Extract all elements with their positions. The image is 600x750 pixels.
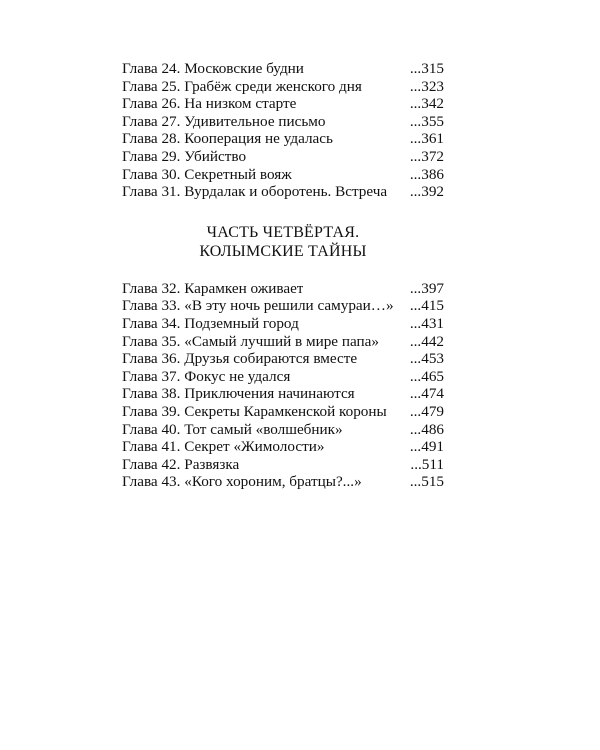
table-of-contents bbox=[122, 60, 444, 491]
page-number: ...453 bbox=[409, 350, 444, 368]
page-number: ...515 bbox=[409, 473, 444, 491]
toc-entry bbox=[122, 403, 444, 421]
toc-entry bbox=[122, 350, 444, 368]
part3-chapter-list bbox=[122, 60, 444, 201]
page-number: ...479 bbox=[409, 402, 444, 420]
chapter-title: Глава 24. Московские будни bbox=[122, 60, 304, 77]
page-number: ...474 bbox=[409, 385, 444, 403]
toc-entry bbox=[122, 368, 444, 386]
part4-heading bbox=[122, 223, 444, 261]
toc-entry bbox=[122, 78, 444, 96]
page-number: ...486 bbox=[409, 420, 444, 438]
page-number: ...323 bbox=[409, 77, 444, 95]
toc-entry bbox=[122, 297, 444, 315]
page-number: ...511 bbox=[410, 455, 444, 473]
page-number: ...397 bbox=[409, 279, 444, 297]
toc-entry bbox=[122, 315, 444, 333]
chapter-title: Глава 40. Тот самый «волшебник» bbox=[122, 420, 343, 438]
toc-entry bbox=[122, 385, 444, 403]
toc-entry bbox=[122, 280, 444, 298]
chapter-title: Глава 26. На низком старте bbox=[122, 95, 297, 113]
chapter-title: Глава 25. Грабёж среди женского дня bbox=[122, 77, 362, 95]
part4-heading-line1: ЧАСТЬ ЧЕТВЁРТАЯ. bbox=[206, 223, 360, 241]
chapter-title: Глава 43. «Кого хороним, братцы?...» bbox=[122, 473, 362, 491]
chapter-title: Глава 28. Кооперация не удалась bbox=[122, 130, 333, 148]
toc-entry bbox=[122, 456, 444, 474]
page-number: ...491 bbox=[409, 438, 444, 456]
toc-entry bbox=[122, 60, 444, 78]
toc-entry bbox=[122, 95, 444, 113]
toc-entry bbox=[122, 148, 444, 166]
chapter-title: Глава 32. Карамкен оживает bbox=[122, 279, 304, 297]
chapter-title: Глава 30. Секретный вояж bbox=[122, 165, 292, 183]
page-number: ...431 bbox=[409, 314, 444, 332]
chapter-title: Глава 36. Друзья собираются вместе bbox=[122, 350, 358, 368]
chapter-title: Глава 34. Подземный город bbox=[122, 314, 299, 332]
chapter-title: Глава 31. Вурдалак и оборотень. Встреча bbox=[122, 183, 388, 201]
chapter-title: Глава 33. «В эту ночь решили самураи…» bbox=[122, 297, 394, 315]
toc-entry bbox=[122, 183, 444, 201]
chapter-title: Глава 39. Секреты Карамкенской короны bbox=[122, 402, 387, 420]
toc-entry bbox=[122, 166, 444, 184]
toc-entry bbox=[122, 421, 444, 439]
page-number: ...442 bbox=[409, 332, 444, 350]
page-number: ...342 bbox=[409, 95, 444, 113]
toc-entry bbox=[122, 438, 444, 456]
chapter-title: Глава 37. Фокус не удался bbox=[122, 367, 291, 385]
page-number: ...315 bbox=[409, 60, 444, 77]
chapter-title: Глава 38. Приключения начинаются bbox=[122, 385, 355, 403]
chapter-title: Глава 27. Удивительное письмо bbox=[122, 112, 326, 130]
page-number: ...386 bbox=[409, 165, 444, 183]
chapter-title: Глава 35. «Самый лучший в мире папа» bbox=[122, 332, 379, 350]
chapter-title: Глава 29. Убийство bbox=[122, 147, 247, 165]
chapter-title: Глава 42. Развязка bbox=[122, 455, 240, 473]
chapter-title: Глава 41. Секрет «Жимолости» bbox=[122, 438, 325, 456]
toc-entry bbox=[122, 473, 444, 491]
toc-entry bbox=[122, 130, 444, 148]
toc-entry bbox=[122, 113, 444, 131]
page-number: ...465 bbox=[409, 367, 444, 385]
part4-heading-line2: КОЛЫМСКИЕ ТАЙНЫ bbox=[199, 242, 367, 260]
part4-chapter-list bbox=[122, 280, 444, 491]
page-number: ...392 bbox=[409, 183, 444, 201]
page-number: ...372 bbox=[409, 147, 444, 165]
page-number: ...415 bbox=[409, 297, 444, 315]
toc-entry bbox=[122, 333, 444, 351]
page-number: ...355 bbox=[409, 112, 444, 130]
page-number: ...361 bbox=[409, 130, 444, 148]
